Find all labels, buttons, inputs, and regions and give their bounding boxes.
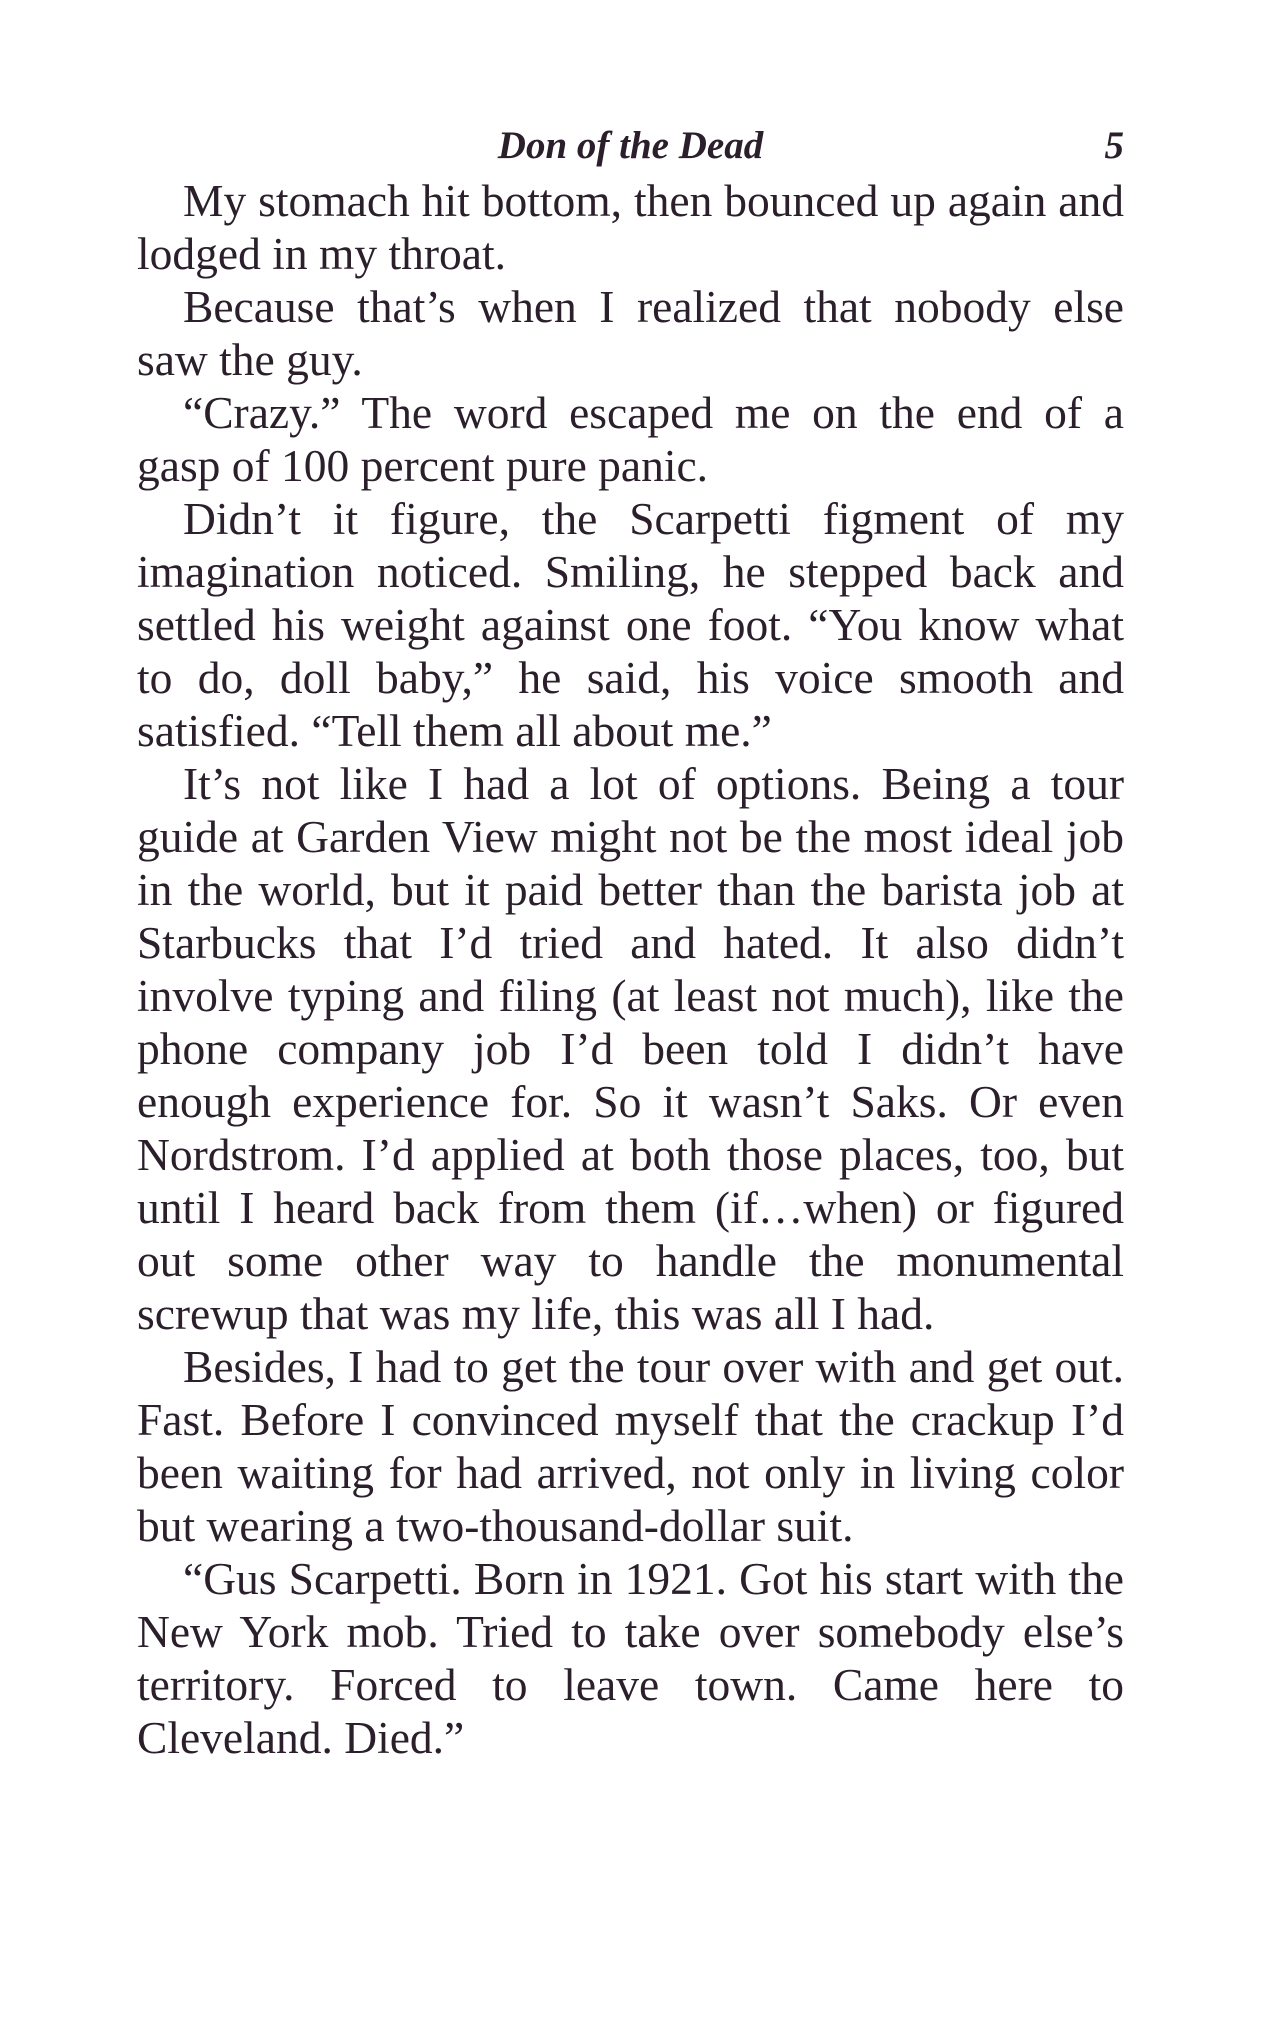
book-page [137,118,1124,1764]
paragraph: It’s not like I had a lot of options. Being a tour guide at Garden View might not be the most ideal job in the world, but it paid better than the barista job at Starbucks that I’d tried and hated. It also didn’t involve typing and filing (at least not much), like the phone company job I’d been told I didn’t have enough experience for. So it wasn’t Saks. Or even Nordstrom. I’d applied at both those places, too, but until I heard back from them (if…when) or figured out some other way to handle the monumental screwup that was my life, this was all I had. [137,758,1124,1339]
paragraph: “Gus Scarpetti. Born in 1921. Got his start with the New York mob. Tried to take over somebody else’s territory. Forced to leave town. Came here to Cleveland. Died.” [137,1553,1124,1763]
paragraph: Didn’t it figure, the Scarpetti figment of my imagination noticed. Smiling, he stepped back and settled his weight against one foot. “You know what to do, doll baby,” he said, his voice smooth and satisfied. “Tell them all about me.” [137,493,1124,756]
body-text [137,174,1124,1764]
page-number: 5 [1104,124,1124,167]
paragraph: Because that’s when I realized that nobody else saw the guy. [137,281,1124,385]
paragraph: Besides, I had to get the tour over with and get out. Fast. Before I convinced myself that the crackup I’d been waiting for had arrived, not only in living color but wearing a two-thousand-dollar suit. [137,1341,1124,1551]
paragraph: My stomach hit bottom, then bounced up again and lodged in my throat. [137,175,1124,279]
running-title: Don of the Dead [497,124,764,167]
running-head [137,118,1124,174]
paragraph: “Crazy.” The word escaped me on the end of a gasp of 100 percent pure panic. [137,387,1124,491]
